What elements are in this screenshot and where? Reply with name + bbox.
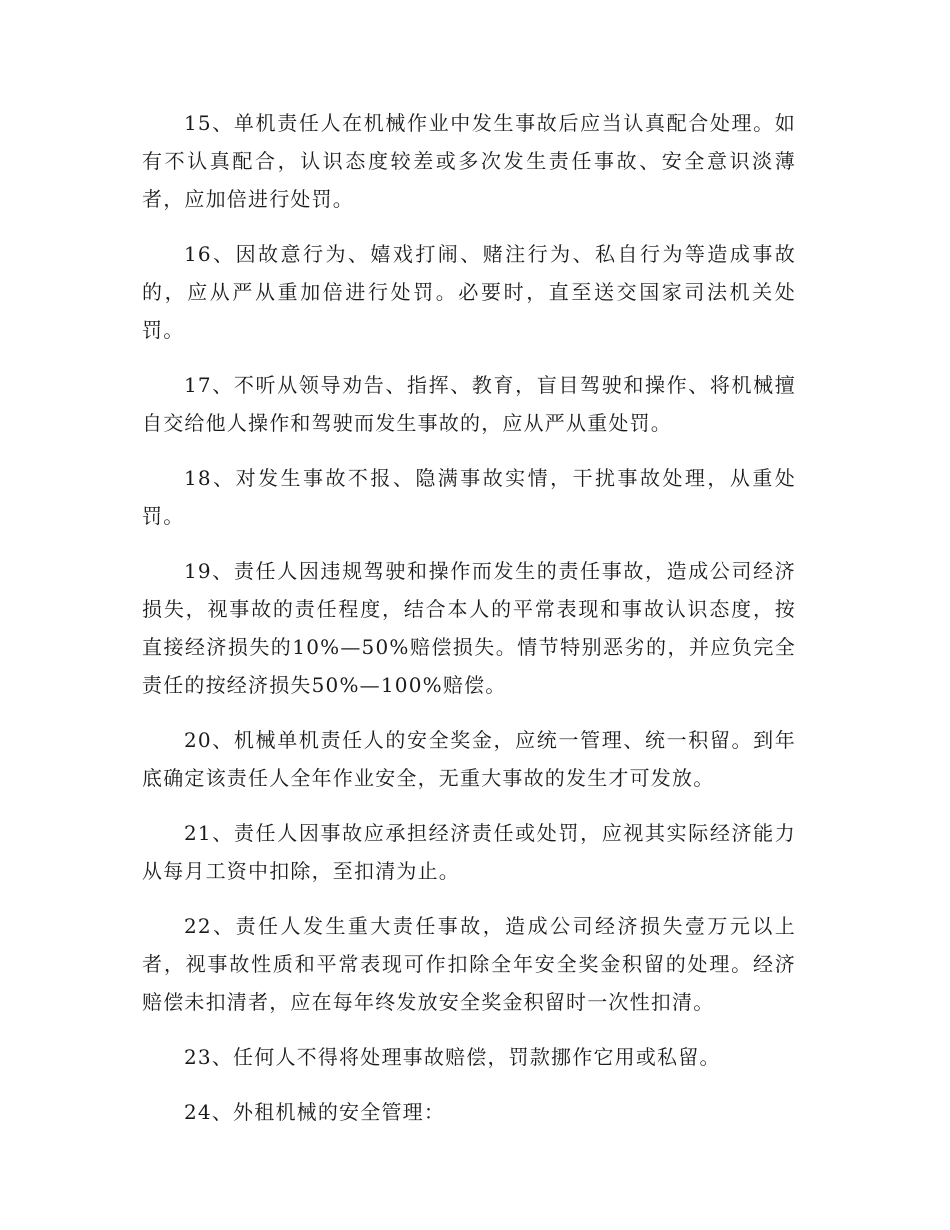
paragraph-21: 21、责任人因事故应承担经济责任或处罚，应视其实际经济能力从每月工资中扣除，至扣清为止。	[142, 821, 796, 883]
paragraph-24: 24、外租机械的安全管理：	[184, 1100, 446, 1124]
paragraph-22: 22、责任人发生重大责任事故，造成公司经济损失壹万元以上者，视事故性质和平常表现可作扣除全年安全奖金积留的处理。经济赔偿未扣清者，应在每年终发放安全奖金积留时一次性扣清。	[142, 914, 796, 1014]
paragraph-18: 18、对发生事故不报、隐满事故实情，干扰事故处理，从重处罚。	[142, 466, 796, 528]
paragraph-20: 20、机械单机责任人的安全奖金，应统一管理、统一积留。到年底确定该责任人全年作业安全，无重大事故的发生才可发放。	[142, 728, 796, 790]
paragraph-15: 15、单机责任人在机械作业中发生事故后应当认真配合处理。如有不认真配合，认识态度较差或多次发生责任事故、安全意识淡薄者，应加倍进行处罚。	[142, 111, 796, 211]
document-page	[142, 104, 796, 1148]
paragraph-17: 17、不听从领导劝告、指挥、教育，盲目驾驶和操作、将机械擅自交给他人操作和驾驶而发生事故的，应从严从重处罚。	[142, 373, 796, 435]
paragraph-23: 23、任何人不得将处理事故赔偿，罚款挪作它用或私留。	[184, 1045, 721, 1069]
paragraph-19: 19、责任人因违规驾驶和操作而发生的责任事故，造成公司经济损失，视事故的责任程度，结合本人的平常表现和事故认识态度，按直接经济损失的10%—50%赔偿损失。情节特别恶劣的，并应负完全责任的按经济损失50%—100%赔偿。	[142, 559, 796, 697]
paragraph-16: 16、因故意行为、嬉戏打闹、赌注行为、私自行为等造成事故的，应从严从重加倍进行处罚。必要时，直至送交国家司法机关处罚。	[142, 242, 796, 342]
